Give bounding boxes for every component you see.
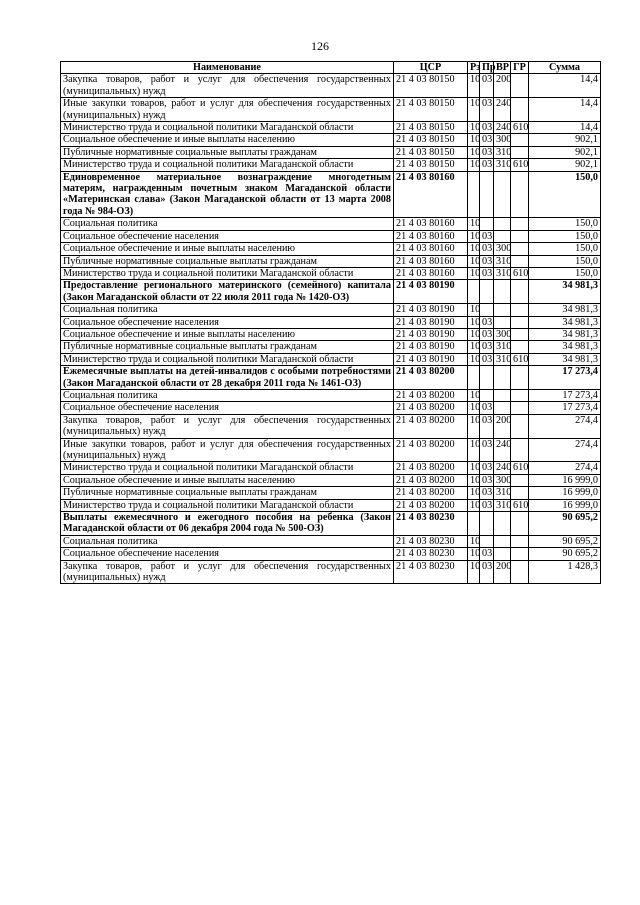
cell-pr bbox=[480, 280, 494, 304]
cell-csr: 21 4 03 80190 bbox=[394, 341, 468, 353]
cell-vr: 310 bbox=[494, 499, 511, 511]
table-row bbox=[61, 146, 601, 158]
header-gr: ГР bbox=[511, 62, 529, 74]
cell-gr bbox=[511, 548, 529, 560]
cell-pr bbox=[480, 389, 494, 401]
cell-name: Социальное обеспечение населения bbox=[61, 548, 394, 560]
cell-name: Закупка товаров, работ и услуг для обеспечения государственных (муниципальных) нужд bbox=[61, 74, 394, 98]
cell-csr: 21 4 03 80200 bbox=[394, 402, 468, 414]
cell-vr: 200 bbox=[494, 560, 511, 584]
cell-gr bbox=[511, 535, 529, 547]
cell-gr bbox=[511, 171, 529, 218]
cell-sum: 17 273,4 bbox=[529, 366, 601, 390]
cell-name: Публичные нормативные социальные выплаты гражданам bbox=[61, 255, 394, 267]
cell-csr: 21 4 03 80200 bbox=[394, 474, 468, 486]
table-row bbox=[61, 316, 601, 328]
cell-csr: 21 4 03 80150 bbox=[394, 122, 468, 134]
budget-table bbox=[60, 61, 601, 584]
cell-csr: 21 4 03 80190 bbox=[394, 280, 468, 304]
header-sum: Сумма bbox=[529, 62, 601, 74]
header-name: Наименование bbox=[61, 62, 394, 74]
cell-pr: 03 bbox=[480, 230, 494, 242]
cell-gr: 610 bbox=[511, 353, 529, 365]
cell-pr: 03 bbox=[480, 462, 494, 474]
cell-rz: 10 bbox=[468, 134, 480, 146]
cell-csr: 21 4 03 80150 bbox=[394, 74, 468, 98]
cell-name: Министерство труда и социальной политики Магаданской области bbox=[61, 159, 394, 171]
cell-vr bbox=[494, 389, 511, 401]
cell-rz: 10 bbox=[468, 98, 480, 122]
cell-vr: 200 bbox=[494, 414, 511, 438]
cell-rz: 10 bbox=[468, 255, 480, 267]
table-row bbox=[61, 548, 601, 560]
table-row bbox=[61, 280, 601, 304]
cell-pr: 03 bbox=[480, 98, 494, 122]
cell-rz: 10 bbox=[468, 487, 480, 499]
cell-pr bbox=[480, 535, 494, 547]
cell-vr: 300 bbox=[494, 474, 511, 486]
cell-gr bbox=[511, 243, 529, 255]
cell-gr bbox=[511, 474, 529, 486]
cell-sum: 150,0 bbox=[529, 267, 601, 279]
cell-gr bbox=[511, 560, 529, 584]
cell-gr bbox=[511, 328, 529, 340]
cell-rz: 10 bbox=[468, 328, 480, 340]
cell-sum: 16 999,0 bbox=[529, 499, 601, 511]
cell-sum: 14,4 bbox=[529, 74, 601, 98]
cell-name: Публичные нормативные социальные выплаты гражданам bbox=[61, 146, 394, 158]
cell-name: Единовременное материальное вознаграждение многодетным матерям, награжденным почетным знаком Магаданской области «Материнская слава» (Закон Магаданской области от 13 марта 2008 года № 984-ОЗ) bbox=[61, 171, 394, 218]
cell-name: Публичные нормативные социальные выплаты гражданам bbox=[61, 487, 394, 499]
cell-sum: 14,4 bbox=[529, 98, 601, 122]
cell-vr: 310 bbox=[494, 255, 511, 267]
table-row bbox=[61, 74, 601, 98]
table-row bbox=[61, 499, 601, 511]
cell-name: Закупка товаров, работ и услуг для обеспечения государственных (муниципальных) нужд bbox=[61, 414, 394, 438]
cell-pr: 03 bbox=[480, 255, 494, 267]
cell-pr: 03 bbox=[480, 487, 494, 499]
cell-vr: 310 bbox=[494, 159, 511, 171]
table-row bbox=[61, 389, 601, 401]
cell-csr: 21 4 03 80230 bbox=[394, 512, 468, 536]
cell-vr: 200 bbox=[494, 74, 511, 98]
cell-gr bbox=[511, 146, 529, 158]
cell-pr: 03 bbox=[480, 316, 494, 328]
table-header-row bbox=[61, 62, 601, 74]
cell-gr bbox=[511, 255, 529, 267]
cell-pr: 03 bbox=[480, 122, 494, 134]
cell-csr: 21 4 03 80160 bbox=[394, 171, 468, 218]
cell-rz: 10 bbox=[468, 462, 480, 474]
table-row bbox=[61, 304, 601, 316]
cell-rz: 10 bbox=[468, 243, 480, 255]
cell-name: Министерство труда и социальной политики Магаданской области bbox=[61, 122, 394, 134]
table-row bbox=[61, 438, 601, 462]
cell-pr: 03 bbox=[480, 548, 494, 560]
header-pr: Пр bbox=[480, 62, 494, 74]
cell-name: Ежемесячные выплаты на детей-инвалидов с особыми потребностями (Закон Магаданской области от 28 декабря 2011 года № 1461-ОЗ) bbox=[61, 366, 394, 390]
table-row bbox=[61, 535, 601, 547]
cell-pr: 03 bbox=[480, 499, 494, 511]
cell-gr bbox=[511, 304, 529, 316]
cell-csr: 21 4 03 80200 bbox=[394, 438, 468, 462]
table-row bbox=[61, 402, 601, 414]
cell-vr bbox=[494, 230, 511, 242]
cell-sum: 16 999,0 bbox=[529, 487, 601, 499]
cell-vr: 300 bbox=[494, 134, 511, 146]
cell-sum: 14,4 bbox=[529, 122, 601, 134]
table-row bbox=[61, 230, 601, 242]
table-row bbox=[61, 462, 601, 474]
table-row bbox=[61, 159, 601, 171]
cell-gr bbox=[511, 316, 529, 328]
cell-name: Социальная политика bbox=[61, 389, 394, 401]
cell-pr: 03 bbox=[480, 438, 494, 462]
table-row bbox=[61, 255, 601, 267]
table-row bbox=[61, 366, 601, 390]
cell-vr: 300 bbox=[494, 243, 511, 255]
cell-rz: 10 bbox=[468, 353, 480, 365]
table-row bbox=[61, 134, 601, 146]
cell-name: Социальное обеспечение населения bbox=[61, 230, 394, 242]
cell-name: Выплаты ежемесячного и ежегодного пособия на ребенка (Закон Магаданской области от 06 декабря 2004 года № 500-ОЗ) bbox=[61, 512, 394, 536]
cell-vr bbox=[494, 366, 511, 390]
cell-sum: 1 428,3 bbox=[529, 560, 601, 584]
cell-rz: 10 bbox=[468, 548, 480, 560]
cell-name: Иные закупки товаров, работ и услуг для обеспечения государственных (муниципальных) нужд bbox=[61, 98, 394, 122]
table-row bbox=[61, 328, 601, 340]
cell-gr bbox=[511, 414, 529, 438]
cell-sum: 150,0 bbox=[529, 218, 601, 230]
cell-rz: 10 bbox=[468, 304, 480, 316]
cell-gr bbox=[511, 230, 529, 242]
cell-name: Публичные нормативные социальные выплаты гражданам bbox=[61, 341, 394, 353]
cell-vr bbox=[494, 402, 511, 414]
cell-csr: 21 4 03 80230 bbox=[394, 535, 468, 547]
cell-rz: 10 bbox=[468, 402, 480, 414]
cell-name: Социальное обеспечение населения bbox=[61, 316, 394, 328]
cell-sum: 90 695,2 bbox=[529, 512, 601, 536]
cell-gr: 610 bbox=[511, 499, 529, 511]
cell-vr bbox=[494, 304, 511, 316]
cell-gr bbox=[511, 341, 529, 353]
table-row bbox=[61, 243, 601, 255]
cell-pr bbox=[480, 218, 494, 230]
cell-rz: 10 bbox=[468, 535, 480, 547]
cell-rz: 10 bbox=[468, 474, 480, 486]
cell-csr: 21 4 03 80200 bbox=[394, 487, 468, 499]
cell-rz: 10 bbox=[468, 218, 480, 230]
cell-gr bbox=[511, 134, 529, 146]
cell-vr: 240 bbox=[494, 122, 511, 134]
cell-csr: 21 4 03 80160 bbox=[394, 230, 468, 242]
cell-gr bbox=[511, 389, 529, 401]
cell-pr bbox=[480, 366, 494, 390]
cell-gr bbox=[511, 402, 529, 414]
cell-csr: 21 4 03 80150 bbox=[394, 146, 468, 158]
cell-rz: 10 bbox=[468, 414, 480, 438]
cell-sum: 902,1 bbox=[529, 159, 601, 171]
cell-pr bbox=[480, 171, 494, 218]
table-row bbox=[61, 353, 601, 365]
cell-csr: 21 4 03 80200 bbox=[394, 462, 468, 474]
cell-rz: 10 bbox=[468, 267, 480, 279]
cell-pr: 03 bbox=[480, 74, 494, 98]
cell-rz: 10 bbox=[468, 316, 480, 328]
cell-pr: 03 bbox=[480, 267, 494, 279]
cell-vr: 310 bbox=[494, 487, 511, 499]
cell-csr: 21 4 03 80230 bbox=[394, 548, 468, 560]
cell-sum: 17 273,4 bbox=[529, 389, 601, 401]
cell-pr: 03 bbox=[480, 560, 494, 584]
cell-csr: 21 4 03 80190 bbox=[394, 316, 468, 328]
cell-csr: 21 4 03 80160 bbox=[394, 255, 468, 267]
header-csr: ЦСР bbox=[394, 62, 468, 74]
cell-csr: 21 4 03 80150 bbox=[394, 159, 468, 171]
cell-csr: 21 4 03 80230 bbox=[394, 560, 468, 584]
cell-gr bbox=[511, 366, 529, 390]
cell-rz: 10 bbox=[468, 74, 480, 98]
cell-name: Социальное обеспечение населения bbox=[61, 402, 394, 414]
cell-rz: 10 bbox=[468, 159, 480, 171]
cell-vr bbox=[494, 535, 511, 547]
cell-vr bbox=[494, 280, 511, 304]
cell-sum: 34 981,3 bbox=[529, 328, 601, 340]
table-row bbox=[61, 512, 601, 536]
page-number: 126 bbox=[311, 39, 329, 53]
cell-pr: 03 bbox=[480, 134, 494, 146]
cell-sum: 34 981,3 bbox=[529, 316, 601, 328]
cell-sum: 274,4 bbox=[529, 462, 601, 474]
cell-vr: 310 bbox=[494, 267, 511, 279]
cell-gr bbox=[511, 512, 529, 536]
cell-name: Социальное обеспечение и иные выплаты населению bbox=[61, 328, 394, 340]
cell-name: Социальная политика bbox=[61, 218, 394, 230]
cell-sum: 150,0 bbox=[529, 243, 601, 255]
cell-name: Министерство труда и социальной политики Магаданской области bbox=[61, 353, 394, 365]
cell-name: Министерство труда и социальной политики Магаданской области bbox=[61, 462, 394, 474]
cell-name: Иные закупки товаров, работ и услуг для обеспечения государственных (муниципальных) нужд bbox=[61, 438, 394, 462]
table-row bbox=[61, 560, 601, 584]
table-body bbox=[61, 74, 601, 584]
cell-vr: 240 bbox=[494, 98, 511, 122]
cell-csr: 21 4 03 80200 bbox=[394, 499, 468, 511]
table-row bbox=[61, 218, 601, 230]
cell-gr bbox=[511, 74, 529, 98]
cell-name: Социальная политика bbox=[61, 535, 394, 547]
cell-sum: 90 695,2 bbox=[529, 548, 601, 560]
cell-csr: 21 4 03 80160 bbox=[394, 243, 468, 255]
cell-vr bbox=[494, 171, 511, 218]
cell-rz: 10 bbox=[468, 230, 480, 242]
cell-sum: 150,0 bbox=[529, 230, 601, 242]
cell-gr: 610 bbox=[511, 267, 529, 279]
cell-vr bbox=[494, 316, 511, 328]
cell-gr bbox=[511, 280, 529, 304]
cell-sum: 90 695,2 bbox=[529, 535, 601, 547]
cell-pr bbox=[480, 512, 494, 536]
cell-rz: 10 bbox=[468, 499, 480, 511]
table-row bbox=[61, 474, 601, 486]
cell-pr: 03 bbox=[480, 328, 494, 340]
cell-gr: 610 bbox=[511, 159, 529, 171]
cell-csr: 21 4 03 80190 bbox=[394, 304, 468, 316]
header-rz: Рз bbox=[468, 62, 480, 74]
cell-sum: 34 981,3 bbox=[529, 341, 601, 353]
cell-rz: 10 bbox=[468, 122, 480, 134]
cell-vr bbox=[494, 548, 511, 560]
cell-vr: 240 bbox=[494, 462, 511, 474]
cell-pr: 03 bbox=[480, 159, 494, 171]
cell-sum: 150,0 bbox=[529, 255, 601, 267]
cell-gr bbox=[511, 438, 529, 462]
cell-rz bbox=[468, 171, 480, 218]
table-row bbox=[61, 122, 601, 134]
cell-name: Социальное обеспечение и иные выплаты населению bbox=[61, 243, 394, 255]
cell-sum: 274,4 bbox=[529, 414, 601, 438]
cell-gr: 610 bbox=[511, 122, 529, 134]
cell-name: Министерство труда и социальной политики Магаданской области bbox=[61, 499, 394, 511]
cell-pr: 03 bbox=[480, 146, 494, 158]
cell-rz: 10 bbox=[468, 560, 480, 584]
cell-vr: 310 bbox=[494, 353, 511, 365]
cell-csr: 21 4 03 80150 bbox=[394, 98, 468, 122]
cell-rz: 10 bbox=[468, 438, 480, 462]
table-row bbox=[61, 171, 601, 218]
cell-sum: 274,4 bbox=[529, 438, 601, 462]
cell-csr: 21 4 03 80160 bbox=[394, 267, 468, 279]
cell-name: Социальное обеспечение и иные выплаты населению bbox=[61, 134, 394, 146]
cell-rz bbox=[468, 366, 480, 390]
cell-pr: 03 bbox=[480, 402, 494, 414]
cell-name: Министерство труда и социальной политики Магаданской области bbox=[61, 267, 394, 279]
table-row bbox=[61, 341, 601, 353]
cell-vr: 310 bbox=[494, 146, 511, 158]
cell-vr: 310 bbox=[494, 341, 511, 353]
cell-sum: 34 981,3 bbox=[529, 353, 601, 365]
cell-rz bbox=[468, 512, 480, 536]
cell-csr: 21 4 03 80200 bbox=[394, 366, 468, 390]
cell-pr: 03 bbox=[480, 474, 494, 486]
table-row bbox=[61, 414, 601, 438]
cell-gr: 610 bbox=[511, 462, 529, 474]
cell-name: Предоставление регионального материнского (семейного) капитала (Закон Магаданской области от 22 июля 2011 года № 1420-ОЗ) bbox=[61, 280, 394, 304]
cell-csr: 21 4 03 80160 bbox=[394, 218, 468, 230]
cell-sum: 150,0 bbox=[529, 171, 601, 218]
cell-name: Закупка товаров, работ и услуг для обеспечения государственных (муниципальных) нужд bbox=[61, 560, 394, 584]
cell-gr bbox=[511, 218, 529, 230]
cell-sum: 16 999,0 bbox=[529, 474, 601, 486]
cell-pr bbox=[480, 304, 494, 316]
cell-sum: 17 273,4 bbox=[529, 402, 601, 414]
cell-sum: 902,1 bbox=[529, 134, 601, 146]
cell-pr: 03 bbox=[480, 353, 494, 365]
cell-csr: 21 4 03 80200 bbox=[394, 414, 468, 438]
cell-name: Социальная политика bbox=[61, 304, 394, 316]
table-row bbox=[61, 267, 601, 279]
cell-pr: 03 bbox=[480, 243, 494, 255]
table-row bbox=[61, 487, 601, 499]
cell-rz: 10 bbox=[468, 389, 480, 401]
cell-sum: 902,1 bbox=[529, 146, 601, 158]
cell-sum: 34 981,3 bbox=[529, 280, 601, 304]
cell-gr bbox=[511, 487, 529, 499]
cell-rz: 10 bbox=[468, 341, 480, 353]
header-vr: ВР bbox=[494, 62, 511, 74]
cell-vr: 240 bbox=[494, 438, 511, 462]
cell-sum: 34 981,3 bbox=[529, 304, 601, 316]
cell-pr: 03 bbox=[480, 341, 494, 353]
cell-vr: 300 bbox=[494, 328, 511, 340]
cell-csr: 21 4 03 80190 bbox=[394, 353, 468, 365]
cell-name: Социальное обеспечение и иные выплаты населению bbox=[61, 474, 394, 486]
cell-pr: 03 bbox=[480, 414, 494, 438]
cell-vr bbox=[494, 512, 511, 536]
cell-rz: 10 bbox=[468, 146, 480, 158]
table-row bbox=[61, 98, 601, 122]
cell-csr: 21 4 03 80200 bbox=[394, 389, 468, 401]
cell-csr: 21 4 03 80150 bbox=[394, 134, 468, 146]
cell-vr bbox=[494, 218, 511, 230]
cell-rz bbox=[468, 280, 480, 304]
cell-gr bbox=[511, 98, 529, 122]
cell-csr: 21 4 03 80190 bbox=[394, 328, 468, 340]
